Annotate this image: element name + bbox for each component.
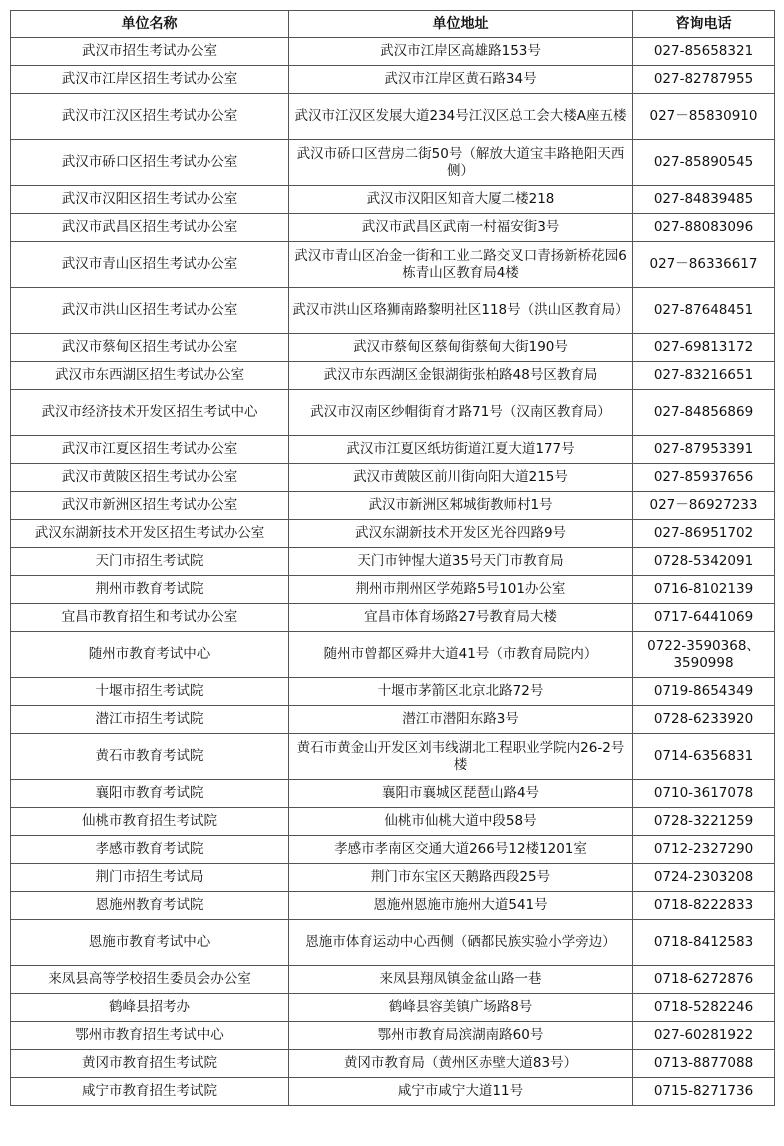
cell-unit-address: 武汉市江夏区纸坊街道江夏大道177号 [289,436,633,464]
cell-phone: 0724-2303208 [633,864,775,892]
cell-unit-name: 十堰市招生考试院 [11,678,289,706]
table-row [11,242,775,288]
cell-unit-address: 武汉市江汉区发展大道234号江汉区总工会大楼A座五楼 [289,94,633,140]
cell-phone: 027－86927233 [633,492,775,520]
table-row [11,1022,775,1050]
cell-phone: 027-82787955 [633,66,775,94]
cell-unit-name: 仙桃市教育招生考试院 [11,808,289,836]
table-row [11,390,775,436]
table-row [11,604,775,632]
cell-unit-name: 鹤峰县招考办 [11,994,289,1022]
cell-phone: 027-85937656 [633,464,775,492]
cell-unit-address: 来凤县翔凤镇金盆山路一巷 [289,966,633,994]
cell-unit-name: 潜江市招生考试院 [11,706,289,734]
cell-unit-address: 武汉市黄陂区前川街向阳大道215号 [289,464,633,492]
table-row [11,734,775,780]
cell-unit-address: 天门市钟惺大道35号天门市教育局 [289,548,633,576]
cell-unit-name: 来凤县高等学校招生委员会办公室 [11,966,289,994]
cell-phone: 027-87953391 [633,436,775,464]
cell-unit-address: 恩施市体育运动中心西侧（硒都民族实验小学旁边） [289,920,633,966]
admissions-office-contact-table [10,10,775,1106]
cell-unit-name: 武汉市经济技术开发区招生考试中心 [11,390,289,436]
cell-unit-name: 天门市招生考试院 [11,548,289,576]
table-row [11,576,775,604]
table-row [11,140,775,186]
cell-phone: 027-69813172 [633,334,775,362]
table-row [11,632,775,678]
cell-phone: 0714-6356831 [633,734,775,780]
cell-unit-name: 武汉市江岸区招生考试办公室 [11,66,289,94]
table-row [11,362,775,390]
table-row [11,214,775,242]
table-row [11,66,775,94]
cell-unit-name: 黄石市教育考试院 [11,734,289,780]
cell-phone: 0717-6441069 [633,604,775,632]
cell-unit-name: 武汉市新洲区招生考试办公室 [11,492,289,520]
header-unit-name: 单位名称 [11,11,289,38]
cell-unit-address: 宜昌市体育场路27号教育局大楼 [289,604,633,632]
cell-phone: 027-84839485 [633,186,775,214]
cell-unit-name: 武汉市江夏区招生考试办公室 [11,436,289,464]
header-unit-address: 单位地址 [289,11,633,38]
cell-phone: 027-83216651 [633,362,775,390]
contact-table-container [10,10,774,1106]
table-row [11,966,775,994]
table-row [11,186,775,214]
table-row [11,920,775,966]
table-header-row [11,11,775,38]
cell-unit-name: 恩施州教育考试院 [11,892,289,920]
cell-unit-name: 武汉东湖新技术开发区招生考试办公室 [11,520,289,548]
cell-phone: 0719-8654349 [633,678,775,706]
cell-unit-name: 恩施市教育考试中心 [11,920,289,966]
cell-unit-address: 荆门市东宝区天鹅路西段25号 [289,864,633,892]
table-row [11,678,775,706]
cell-unit-address: 武汉市武昌区武南一村福安街3号 [289,214,633,242]
cell-unit-name: 武汉市青山区招生考试办公室 [11,242,289,288]
cell-unit-address: 十堰市茅箭区北京北路72号 [289,678,633,706]
cell-unit-address: 襄阳市襄城区琵琶山路4号 [289,780,633,808]
table-row [11,436,775,464]
cell-phone: 0722-3590368、3590998 [633,632,775,678]
cell-unit-address: 恩施州恩施市施州大道541号 [289,892,633,920]
table-row [11,464,775,492]
cell-unit-address: 武汉市新洲区邾城街教师村1号 [289,492,633,520]
table-row [11,334,775,362]
table-row [11,892,775,920]
cell-unit-name: 随州市教育考试中心 [11,632,289,678]
table-row [11,706,775,734]
cell-unit-name: 武汉市黄陂区招生考试办公室 [11,464,289,492]
cell-unit-address: 孝感市孝南区交通大道266号12楼1201室 [289,836,633,864]
table-row [11,808,775,836]
cell-unit-name: 武汉市东西湖区招生考试办公室 [11,362,289,390]
cell-phone: 0718-5282246 [633,994,775,1022]
cell-phone: 0728-3221259 [633,808,775,836]
cell-unit-address: 鹤峰县容美镇广场路8号 [289,994,633,1022]
header-phone: 咨询电话 [633,11,775,38]
cell-unit-address: 潜江市潜阳东路3号 [289,706,633,734]
table-body [11,38,775,1106]
cell-unit-address: 随州市曾都区舜井大道41号（市教育局院内） [289,632,633,678]
cell-phone: 027-60281922 [633,1022,775,1050]
table-row [11,994,775,1022]
table-row [11,492,775,520]
table-row [11,780,775,808]
cell-unit-address: 黄石市黄金山开发区刘韦线湖北工程职业学院内26-2号楼 [289,734,633,780]
cell-phone: 0716-8102139 [633,576,775,604]
cell-phone: 0712-2327290 [633,836,775,864]
table-row [11,1050,775,1078]
cell-unit-address: 鄂州市教育局滨湖南路60号 [289,1022,633,1050]
cell-unit-name: 武汉市武昌区招生考试办公室 [11,214,289,242]
cell-unit-name: 武汉市招生考试办公室 [11,38,289,66]
cell-unit-name: 武汉市汉阳区招生考试办公室 [11,186,289,214]
table-row [11,94,775,140]
cell-phone: 0728-6233920 [633,706,775,734]
cell-unit-address: 武汉市汉南区纱帽街育才路71号（汉南区教育局） [289,390,633,436]
cell-unit-address: 武汉市硚口区营房二街50号（解放大道宝丰路艳阳天西侧） [289,140,633,186]
cell-phone: 0718-8222833 [633,892,775,920]
table-row [11,1078,775,1106]
cell-unit-address: 武汉市江岸区高雄路153号 [289,38,633,66]
cell-unit-name: 武汉市江汉区招生考试办公室 [11,94,289,140]
cell-unit-address: 武汉市青山区冶金一街和工业二路交叉口青扬新桥花园6栋青山区教育局4楼 [289,242,633,288]
cell-phone: 027-84856869 [633,390,775,436]
cell-phone: 027-88083096 [633,214,775,242]
cell-unit-name: 咸宁市教育招生考试院 [11,1078,289,1106]
cell-unit-address: 咸宁市咸宁大道11号 [289,1078,633,1106]
cell-phone: 0718-8412583 [633,920,775,966]
cell-unit-address: 武汉市江岸区黄石路34号 [289,66,633,94]
cell-phone: 027-85890545 [633,140,775,186]
cell-unit-name: 武汉市蔡甸区招生考试办公室 [11,334,289,362]
cell-unit-name: 襄阳市教育考试院 [11,780,289,808]
cell-unit-address: 武汉市东西湖区金银湖街张柏路48号区教育局 [289,362,633,390]
cell-unit-address: 武汉东湖新技术开发区光谷四路9号 [289,520,633,548]
table-row [11,864,775,892]
cell-unit-address: 荆州市荆州区学苑路5号101办公室 [289,576,633,604]
table-row [11,288,775,334]
cell-phone: 027-85658321 [633,38,775,66]
cell-unit-name: 荆州市教育考试院 [11,576,289,604]
table-row [11,520,775,548]
cell-phone: 027－85830910 [633,94,775,140]
cell-phone: 027－86336617 [633,242,775,288]
cell-unit-address: 黄冈市教育局（黄州区赤壁大道83号） [289,1050,633,1078]
cell-unit-name: 鄂州市教育招生考试中心 [11,1022,289,1050]
cell-unit-name: 宜昌市教育招生和考试办公室 [11,604,289,632]
cell-unit-address: 武汉市汉阳区知音大厦二楼218 [289,186,633,214]
cell-unit-name: 武汉市洪山区招生考试办公室 [11,288,289,334]
cell-phone: 0718-6272876 [633,966,775,994]
cell-unit-address: 武汉市洪山区珞狮南路黎明社区118号（洪山区教育局） [289,288,633,334]
cell-unit-name: 黄冈市教育招生考试院 [11,1050,289,1078]
cell-unit-name: 武汉市硚口区招生考试办公室 [11,140,289,186]
cell-phone: 0715-8271736 [633,1078,775,1106]
cell-unit-name: 孝感市教育考试院 [11,836,289,864]
cell-phone: 0710-3617078 [633,780,775,808]
cell-unit-address: 武汉市蔡甸区蔡甸街蔡甸大街190号 [289,334,633,362]
cell-unit-name: 荆门市招生考试局 [11,864,289,892]
cell-phone: 027-86951702 [633,520,775,548]
cell-phone: 027-87648451 [633,288,775,334]
cell-phone: 0713-8877088 [633,1050,775,1078]
cell-phone: 0728-5342091 [633,548,775,576]
cell-unit-address: 仙桃市仙桃大道中段58号 [289,808,633,836]
table-row [11,38,775,66]
table-row [11,836,775,864]
table-row [11,548,775,576]
